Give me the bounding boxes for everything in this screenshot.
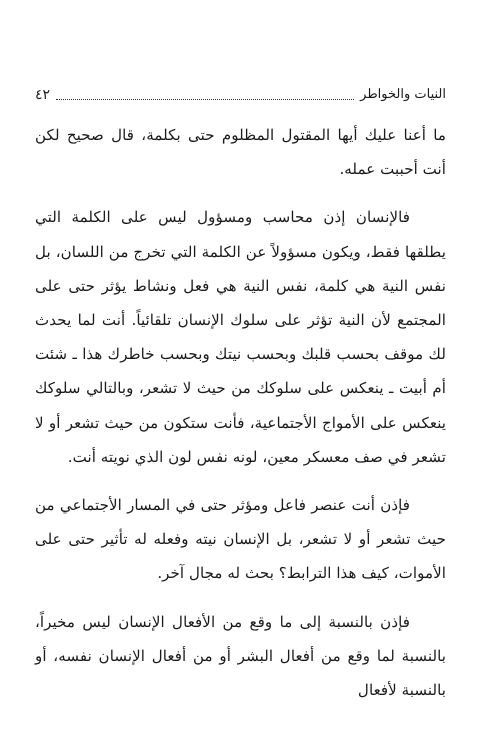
paragraph-continued: ما أعنا عليك أيها المقتول المظلوم حتى بكلمة، قال صحيح لكن أنت أحببت عمله. (35, 126, 446, 179)
paragraph: فإذن أنت عنصر فاعل ومؤثر حتى في المسار الأجتماعي من حيث تشعر أو لا تشعر، بل الإنسان نيته وفعله له تأثير حتى على الأموات، كيف هذا الترابط؟ بحث له مجال آخر. (35, 496, 446, 583)
running-title: النيات والخواطر (360, 87, 446, 102)
body-text (35, 118, 446, 707)
paragraph: فالإنسان إذن محاسب ومسؤول ليس على الكلمة التي يطلقها فقط، ويكون مسؤولاً عن الكلمة التي تخرج من اللسان، بل نفس النية هي كلمة، نفس النية هي فعل ونشاط يؤثر حتى على المجتمع لأن النية تؤثر على سلوك الإنسان تلقائياً. أنت لما يحدث لك موقف بحسب قلبك وبحسب نيتك وبحسب خاطرك هذا ـ شئت أم أبيت ـ ينعكس على سلوكك من حيث لا تشعر، وبالتالي سلوكك ينعكس على الأمواج الأجتماعية، فأنت ستكون من حيث تشعر أو لا تشعر في صف معسكر معين، لونه نفس لون الذي نويته أنت. (35, 208, 446, 466)
page-number: ٤٢ (35, 87, 51, 103)
dot-leader (56, 99, 354, 100)
paragraph: فإذن بالنسبة إلى ما وقع من الأفعال الإنسان ليس مخيراً، بالنسبة لما وقع من أفعال البشر أو من أفعال الإنسان نفسه، أو بالنسبة لأفعال (35, 612, 446, 700)
running-header (35, 84, 446, 106)
